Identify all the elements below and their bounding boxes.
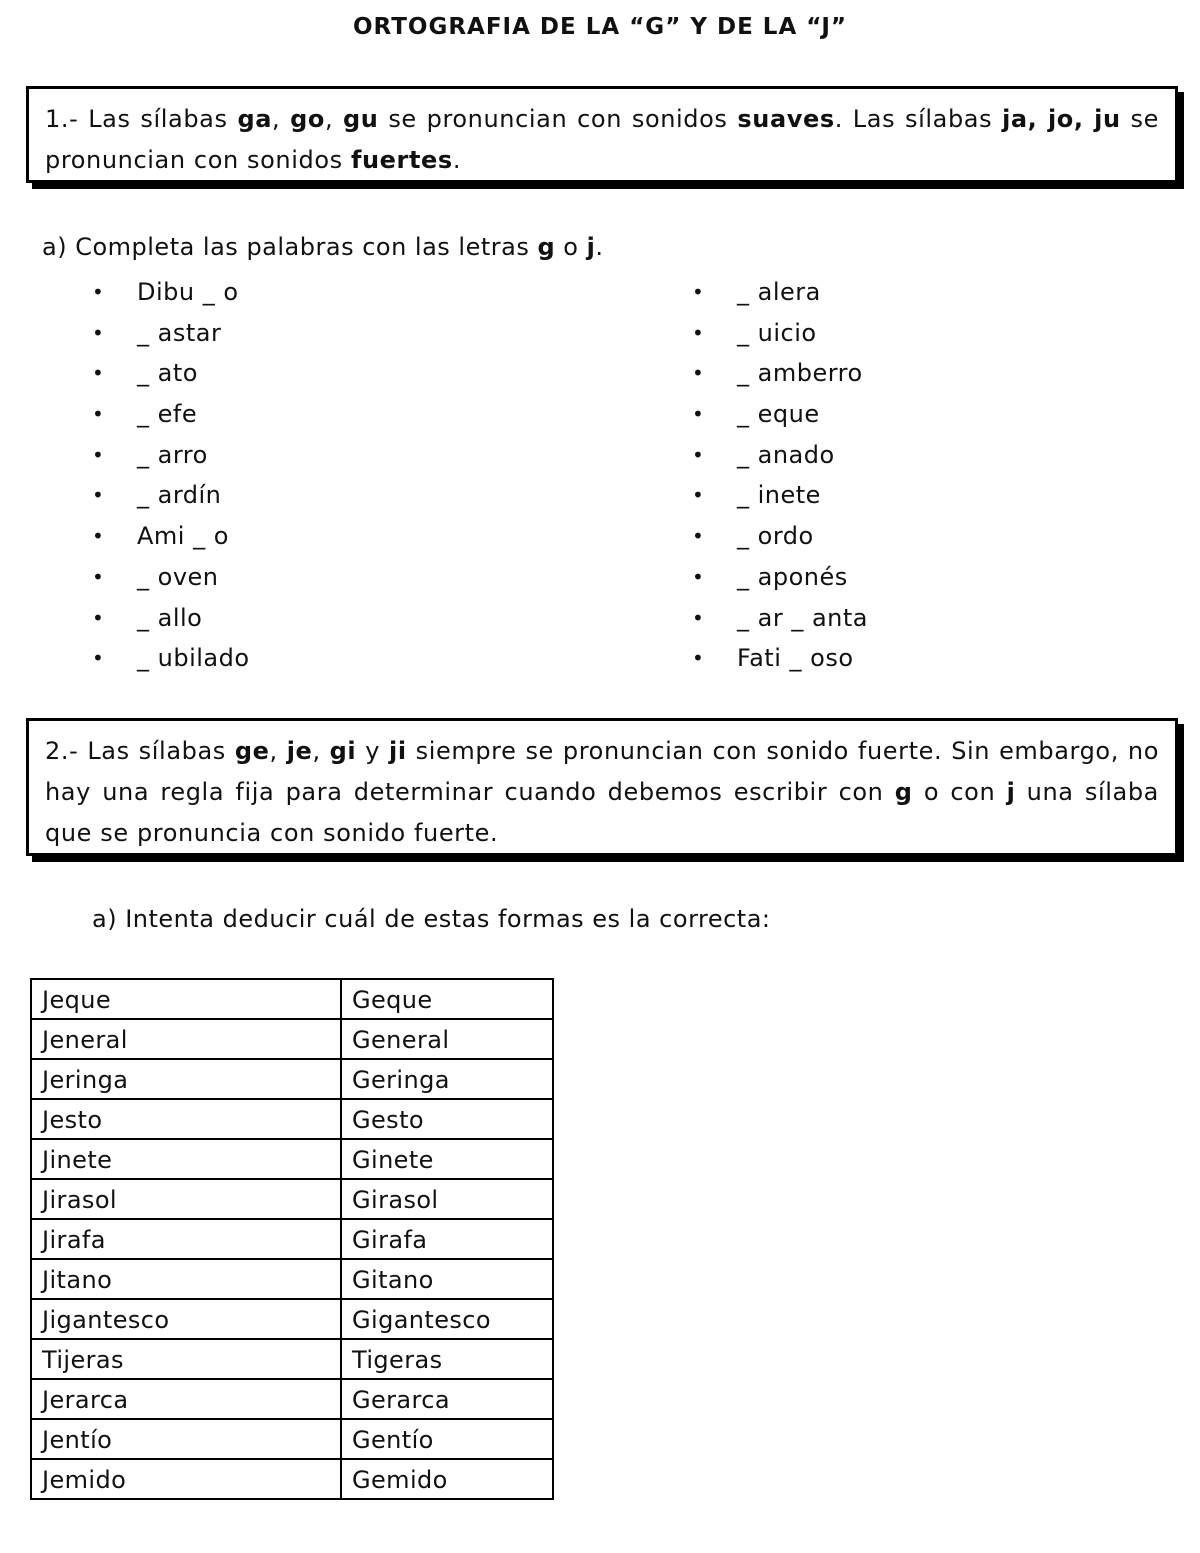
- rule-2-bold: gi: [329, 737, 357, 765]
- list-item: [92, 353, 592, 394]
- list-item-text: _ amberro: [737, 359, 863, 388]
- bullet-icon: •: [92, 402, 105, 427]
- bullet-icon: •: [692, 605, 705, 630]
- bullet-icon: •: [92, 320, 105, 345]
- table-cell-j: Jesto: [31, 1099, 341, 1139]
- instruction-part: o: [555, 233, 587, 261]
- table-cell-g: General: [341, 1019, 553, 1059]
- page-title: ORTOGRAFIA DE LA “G” Y DE LA “J”: [352, 14, 848, 40]
- rule-1-bold: go: [290, 105, 325, 133]
- rule-1-part: 1.- Las sílabas: [45, 105, 238, 133]
- list-item: [92, 638, 592, 679]
- bullet-icon: •: [692, 442, 705, 467]
- rule-1-text: [45, 99, 1159, 181]
- table-row: [31, 1219, 553, 1259]
- rule-2-bold: g: [894, 778, 913, 806]
- rule-2-part: y: [356, 737, 389, 765]
- rule-1-bold: ja, jo, ju: [1002, 105, 1121, 133]
- rule-2-part: o con: [912, 778, 1007, 806]
- list-item: [692, 598, 1172, 639]
- rule-1-part: .: [452, 146, 462, 174]
- list-item: [692, 516, 1172, 557]
- table-row: [31, 1059, 553, 1099]
- table-cell-j: Jigantesco: [31, 1299, 341, 1339]
- list-item-text: _ ar _ anta: [737, 603, 868, 632]
- list-item-text: _ eque: [737, 400, 820, 429]
- table-cell-j: Jemido: [31, 1459, 341, 1499]
- rule-2-bold: je: [286, 737, 313, 765]
- table-cell-g: Ginete: [341, 1139, 553, 1179]
- list-item-text: _ allo: [137, 603, 203, 632]
- list-item-text: _ anado: [737, 440, 835, 469]
- rule-2-bold: j: [1006, 778, 1016, 806]
- rule-1-part: ,: [272, 105, 291, 133]
- exercise-2-instruction: a) Intenta deducir cuál de estas formas es la correcta:: [92, 905, 771, 933]
- table-row: [31, 1339, 553, 1379]
- list-item: [692, 435, 1172, 476]
- word-list-right: [692, 272, 1172, 679]
- rule-2-text: [45, 731, 1159, 854]
- table-cell-g: Girafa: [341, 1219, 553, 1259]
- table-cell-g: Gitano: [341, 1259, 553, 1299]
- rule-1-part: se pronuncian con sonidos: [45, 105, 1159, 174]
- table-cell-g: Tigeras: [341, 1339, 553, 1379]
- bullet-icon: •: [92, 483, 105, 508]
- table-cell-j: Jitano: [31, 1259, 341, 1299]
- list-item: [692, 638, 1172, 679]
- rule-2-part: ,: [269, 737, 287, 765]
- list-item: [92, 394, 592, 435]
- bullet-icon: •: [92, 442, 105, 467]
- list-item: [692, 272, 1172, 313]
- table-cell-j: Tijeras: [31, 1339, 341, 1379]
- list-item: [92, 557, 592, 598]
- rule-1-bold: ga: [237, 105, 273, 133]
- list-item-text: Ami _ o: [137, 522, 229, 551]
- list-item-text: _ ubilado: [137, 644, 250, 673]
- table-row: [31, 1299, 553, 1339]
- table-cell-g: Gemido: [341, 1459, 553, 1499]
- bullet-icon: •: [92, 564, 105, 589]
- list-item: [92, 516, 592, 557]
- instruction-bold: g: [537, 233, 556, 261]
- table-row: [31, 1459, 553, 1499]
- list-item: [692, 353, 1172, 394]
- list-item-text: _ ardín: [137, 481, 222, 510]
- list-item: [92, 272, 592, 313]
- table-cell-j: Jeringa: [31, 1059, 341, 1099]
- list-item: [92, 598, 592, 639]
- list-item-text: Dibu _ o: [137, 278, 239, 306]
- rule-2-part: 2.- Las sílabas: [45, 737, 235, 765]
- table-row: [31, 1259, 553, 1299]
- table-cell-j: Jentío: [31, 1419, 341, 1459]
- table-cell-j: Jirasol: [31, 1179, 341, 1219]
- rule-box-2: [26, 718, 1178, 856]
- bullet-icon: •: [92, 361, 105, 386]
- rule-1-part: se pronuncian con sonidos: [378, 105, 738, 133]
- list-item: [692, 394, 1172, 435]
- list-item-text: _ arro: [137, 440, 208, 469]
- list-item: [692, 313, 1172, 354]
- list-item-text: Fati _ oso: [737, 644, 854, 673]
- table-row: [31, 1019, 553, 1059]
- table-row: [31, 1179, 553, 1219]
- rule-2-bold: ji: [389, 737, 407, 765]
- word-list-left: [92, 272, 592, 679]
- list-item: [692, 557, 1172, 598]
- exercise-1-instruction: [42, 233, 604, 261]
- table-row: [31, 1379, 553, 1419]
- bullet-icon: •: [692, 564, 705, 589]
- list-item-text: _ oven: [137, 562, 219, 591]
- list-item: [92, 313, 592, 354]
- rule-1-bold: suaves: [737, 105, 835, 133]
- table-cell-j: Jinete: [31, 1139, 341, 1179]
- bullet-icon: •: [692, 524, 705, 549]
- table-row: [31, 1139, 553, 1179]
- rule-box-1: [26, 86, 1178, 183]
- bullet-icon: •: [92, 524, 105, 549]
- list-item-text: _ alera: [737, 278, 821, 306]
- list-item-text: _ efe: [137, 400, 198, 429]
- bullet-icon: •: [692, 280, 705, 304]
- bullet-icon: •: [92, 280, 105, 304]
- list-item: [92, 475, 592, 516]
- instruction-part: .: [595, 233, 604, 261]
- bullet-icon: •: [692, 483, 705, 508]
- table-cell-g: Girasol: [341, 1179, 553, 1219]
- table-cell-j: Jeque: [31, 979, 341, 1019]
- table-cell-g: Gentío: [341, 1419, 553, 1459]
- list-item: [92, 435, 592, 476]
- instruction-part: a) Completa las palabras con las letras: [42, 233, 538, 261]
- word-forms-table: [30, 978, 554, 1500]
- list-item-text: _ uicio: [737, 318, 817, 347]
- table-cell-j: Jerarca: [31, 1379, 341, 1419]
- table-row: [31, 979, 553, 1019]
- table-cell-g: Geque: [341, 979, 553, 1019]
- list-item: [692, 475, 1172, 516]
- list-item-text: _ ato: [137, 359, 198, 388]
- rule-1-bold: gu: [343, 105, 379, 133]
- bullet-icon: •: [692, 320, 705, 345]
- bullet-icon: •: [692, 646, 705, 671]
- table-cell-g: Geringa: [341, 1059, 553, 1099]
- list-item-text: _ inete: [737, 481, 821, 510]
- bullet-icon: •: [692, 361, 705, 386]
- rule-2-bold: ge: [234, 737, 270, 765]
- list-item-text: _ aponés: [737, 562, 848, 591]
- table-cell-g: Gesto: [341, 1099, 553, 1139]
- table-cell-g: Gigantesco: [341, 1299, 553, 1339]
- list-item-text: _ astar: [137, 318, 222, 347]
- list-item-text: _ ordo: [737, 522, 814, 551]
- bullet-icon: •: [692, 402, 705, 427]
- table-row: [31, 1419, 553, 1459]
- instruction-bold: j: [586, 233, 596, 261]
- rule-1-part: ,: [324, 105, 344, 133]
- table-cell-j: Jeneral: [31, 1019, 341, 1059]
- bullet-icon: •: [92, 646, 105, 671]
- bullet-icon: •: [92, 605, 105, 630]
- rule-1-bold: fuertes: [350, 146, 453, 174]
- table-cell-j: Jirafa: [31, 1219, 341, 1259]
- table-row: [31, 1099, 553, 1139]
- rule-2-part: ,: [312, 737, 330, 765]
- rule-1-part: . Las sílabas: [834, 105, 1003, 133]
- rule-2-part: una sílaba que se pronuncia con sonido fuerte.: [45, 778, 1159, 847]
- table-cell-g: Gerarca: [341, 1379, 553, 1419]
- rule-2-part: siempre se pronuncian con sonido fuerte. Sin embargo, no hay una regla fija para determinar cuando debemos escribir con: [45, 737, 1160, 806]
